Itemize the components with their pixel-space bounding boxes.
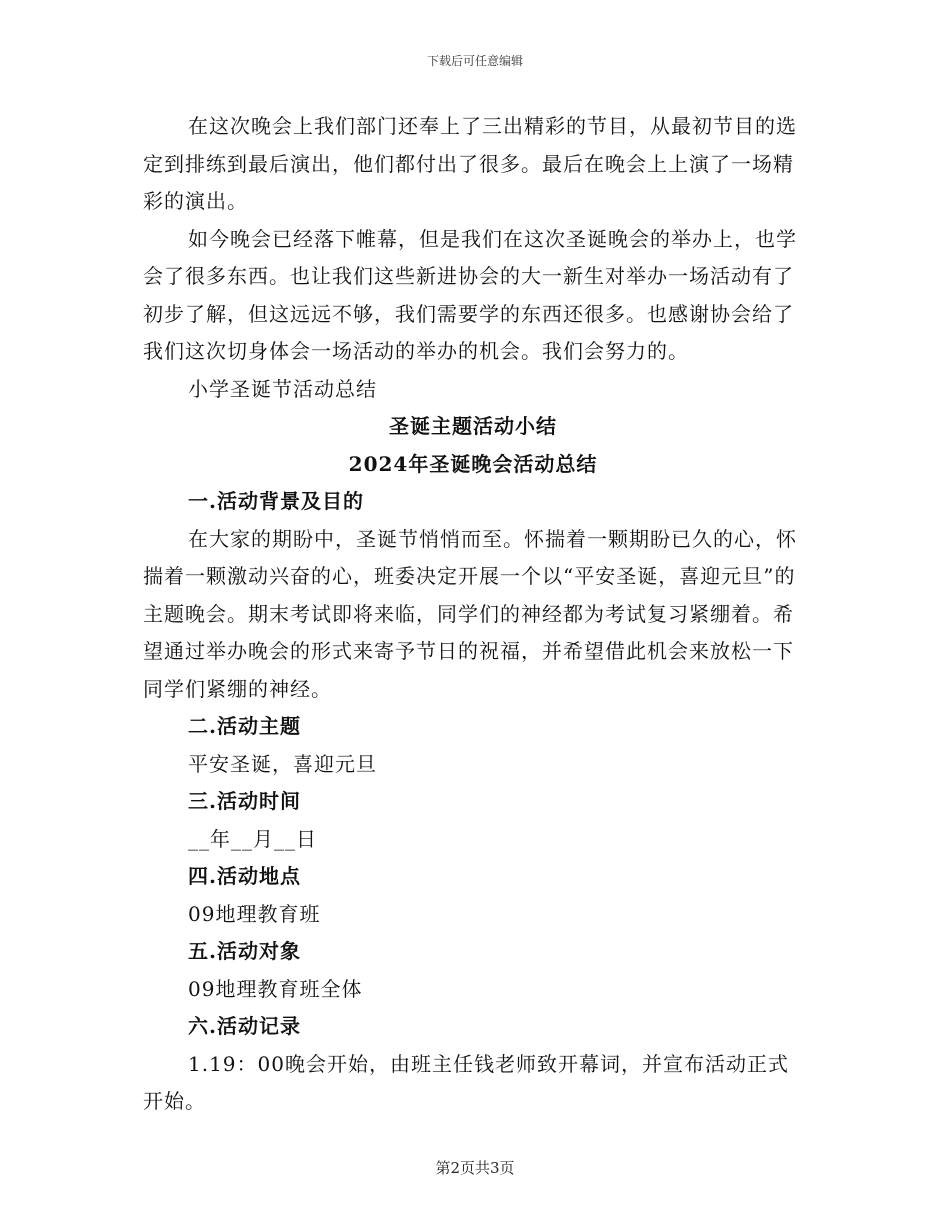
heading-location: 四.活动地点: [188, 864, 301, 888]
document-title: 圣诞主题活动小结: [389, 414, 557, 438]
page-header: 下载后可任意编辑: [426, 54, 523, 68]
heading-record: 六.活动记录: [188, 1014, 301, 1038]
heading-time: 三.活动时间: [188, 789, 301, 813]
paragraph-record: 1.19：00晚会开始，由班主任钱老师致开幕词，并宣布活动正式开始。: [143, 1051, 789, 1113]
page-footer: 第2页共3页: [435, 1159, 515, 1177]
heading-background: 一.活动背景及目的: [188, 489, 364, 513]
paragraph-performances: 在这次晚会上我们部门还奉上了三出精彩的节目，从最初节目的选定到排练到最后演出，他们都付出了很多。最后在晚会上上演了一场精彩的演出。: [143, 114, 797, 213]
text-audience: 09地理教育班全体: [188, 976, 363, 1001]
document-subtitle: 2024年圣诞晚会活动总结: [348, 451, 598, 476]
heading-theme: 二.活动主题: [188, 714, 301, 738]
section-line-title: 小学圣诞节活动总结: [188, 376, 377, 401]
text-location: 09地理教育班: [188, 901, 321, 926]
text-theme: 平安圣诞，喜迎元旦: [188, 751, 377, 776]
paragraph-reflection: 如今晚会已经落下帷幕，但是我们在这次圣诞晚会的举办上，也学会了很多东西。也让我们这些新进协会的大一新生对举办一场活动有了初步了解，但这远远不够，我们需要学的东西还很多。也感谢协会给了我们这次切身体会一场活动的举办的机会。我们会努力的。: [143, 226, 797, 363]
paragraph-background: 在大家的期盼中，圣诞节悄悄而至。怀揣着一颗期盼已久的心，怀揣着一颗激动兴奋的心，班委决定开展一个以“平安圣诞，喜迎元旦”的主题晚会。期末考试即将来临，同学们的神经都为考试复习紧绷着。希望通过举办晚会的形式来寄予节日的祝福，并希望借此机会来放松一下同学们紧绷的神经。: [143, 526, 797, 701]
document-body: [143, 108, 803, 1121]
text-time: __年__月__日: [188, 826, 317, 851]
heading-audience: 五.活动对象: [188, 939, 301, 963]
